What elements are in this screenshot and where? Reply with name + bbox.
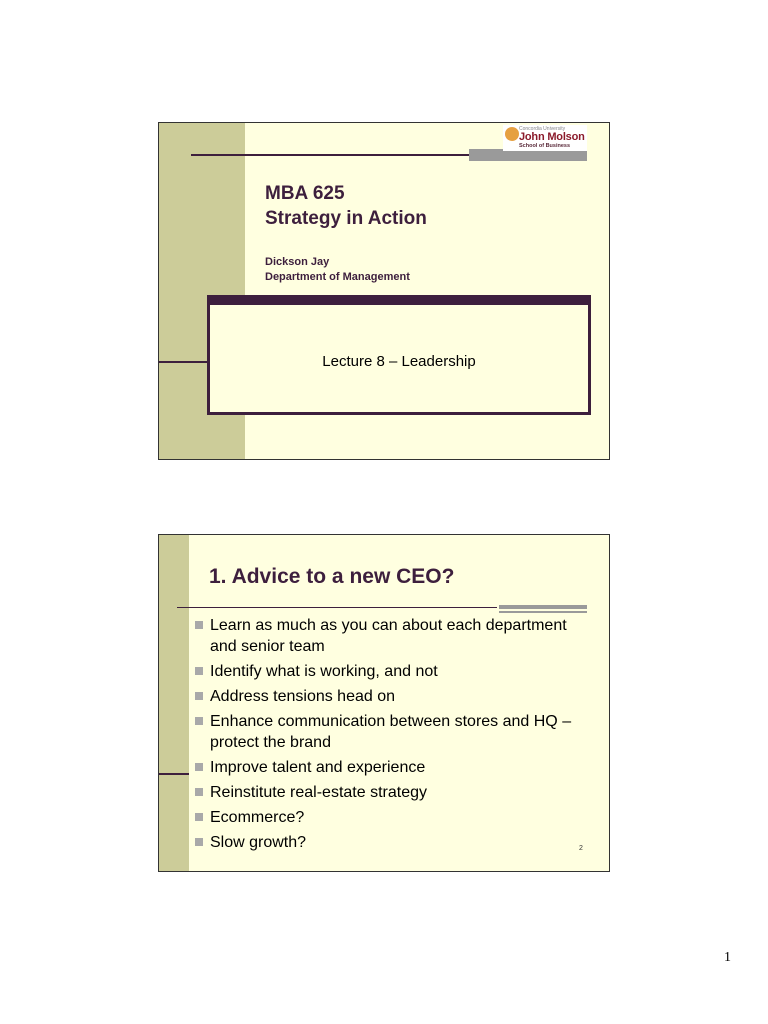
author-block xyxy=(265,255,410,285)
list-item xyxy=(195,782,595,803)
list-item xyxy=(195,757,595,778)
department-name: Department of Management xyxy=(265,271,410,283)
square-bullet-icon xyxy=(195,788,203,796)
logo-main-text: John Molson xyxy=(519,131,585,143)
square-bullet-icon xyxy=(195,838,203,846)
side-band xyxy=(159,535,189,871)
bullet-text: Identify what is working, and not xyxy=(210,663,438,680)
divider-line xyxy=(191,154,491,156)
divider-line xyxy=(159,773,189,775)
slide-title xyxy=(265,181,427,231)
course-title: Strategy in Action xyxy=(265,208,427,229)
bullet-text: Reinstitute real-estate strategy xyxy=(210,784,427,801)
list-item xyxy=(195,711,595,753)
bullet-text: Slow growth? xyxy=(210,834,307,851)
course-code: MBA 625 xyxy=(265,183,345,204)
lecture-title: Lecture 8 – Leadership xyxy=(322,353,476,370)
square-bullet-icon xyxy=(195,717,203,725)
bullet-list xyxy=(195,615,595,857)
bullet-text: Learn as much as you can about each department and senior team xyxy=(210,617,567,655)
slide-1 xyxy=(158,122,610,460)
list-item xyxy=(195,832,595,853)
list-item xyxy=(195,807,595,828)
bullet-text: Address tensions head on xyxy=(210,688,396,705)
logo-top-text: Concordia University xyxy=(519,126,566,132)
slide-title: 1. Advice to a new CEO? xyxy=(209,565,455,588)
list-item xyxy=(195,615,595,657)
square-bullet-icon xyxy=(195,813,203,821)
author-name: Dickson Jay xyxy=(265,256,330,268)
decorative-bar xyxy=(499,611,587,613)
divider-line xyxy=(177,607,497,608)
slide-number: 2 xyxy=(579,845,583,852)
page-number: 1 xyxy=(724,950,731,965)
bullet-text: Ecommerce? xyxy=(210,809,305,826)
university-seal-icon xyxy=(505,127,519,141)
slide-2 xyxy=(158,534,610,872)
logo-sub-text: School of Business xyxy=(519,143,571,149)
square-bullet-icon xyxy=(195,692,203,700)
list-item xyxy=(195,661,595,682)
decorative-bar xyxy=(499,605,587,609)
square-bullet-icon xyxy=(195,621,203,629)
list-item xyxy=(195,686,595,707)
divider-line xyxy=(159,361,209,363)
lecture-box xyxy=(207,295,591,415)
square-bullet-icon xyxy=(195,667,203,675)
bullet-text: Enhance communication between stores and HQ – protect the brand xyxy=(210,713,572,751)
school-logo xyxy=(503,125,587,151)
bullet-text: Improve talent and experience xyxy=(210,759,426,776)
square-bullet-icon xyxy=(195,763,203,771)
